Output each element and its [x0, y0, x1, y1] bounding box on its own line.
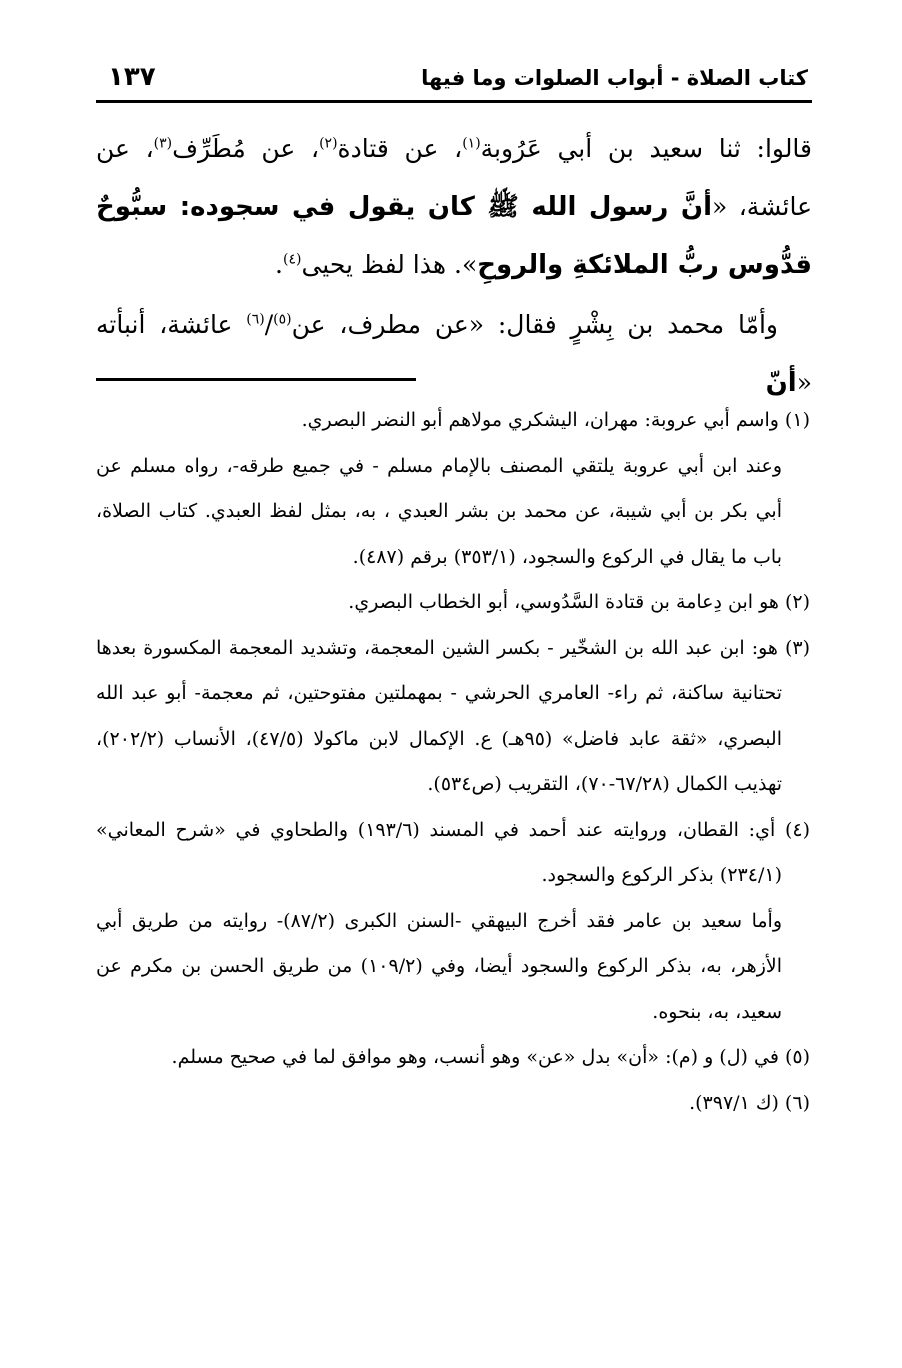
footnote-1: (١) واسم أبي عروبة: مهران، اليشكري مولاهم أبو النضر البصري. — [301, 409, 810, 431]
text-segment: وأمّا محمد بن بِشْرٍ فقال: «عن مطرف، عن — [291, 310, 778, 339]
text-segment: عائشة، أنبأته « — [96, 310, 812, 397]
manuscript-folio-mark: / — [264, 310, 274, 339]
footnote-ref-4: (٤) — [282, 251, 302, 268]
page-header — [96, 58, 812, 103]
footnote-6: (٦) (ك ٣٩٧/١). — [689, 1091, 810, 1114]
footnote-5: (٥) في (ل) و (م): «أن» بدل «عن» وهو أنسب، وهو موافق لما في صحيح مسلم. — [171, 1046, 810, 1068]
text-segment: . — [275, 250, 283, 279]
footnote-ref-3: (٣) — [153, 135, 173, 152]
text-segment: ، عن قتادة — [337, 134, 463, 163]
footnotes — [96, 398, 810, 1126]
footnote-3: (٣) هو: ابن عبد الله بن الشخّير - بكسر الشين المعجمة، وتشديد المعجمة المكسورة بعدها تحتانية ساكنة، ثم راء- العامري الحرشي - بمهملتين مفتوحتين، ثم معجمة- أبو عبد الله البصري، «ثقة عابد فاضل» (٩٥هـ) ع. الإكمال لابن ماكولا (٤٧/٥)، الأنساب (٢٠٢/٢)، تهذيب الكمال (٦٧/٢٨-٧٠)، التقريب (ص٥٣٤). — [96, 636, 810, 795]
text-segment: ، عن مُطَرِّف — [172, 134, 320, 163]
hadith-text: أنَّ رسول الله ﷺ كان يقول في سجوده: سبُّوحٌ قدُّوس ربُّ الملائكةِ والروحِ — [96, 192, 812, 280]
footnote-ref-1: (١) — [462, 135, 481, 152]
running-title: كتاب الصلاة - أبواب الصلوات وما فيها — [421, 66, 808, 90]
text-segment: ، عن عائشة، « — [96, 134, 812, 221]
footnote-2: (٢) هو ابن دِعامة بن قتادة السَّدُوسي، أبو الخطاب البصري. — [348, 591, 810, 613]
footnote-ref-5: (٥) — [273, 311, 292, 328]
text-segment: ». هذا لفظ يحيى — [301, 250, 478, 279]
hadith-text: أنّ — [765, 368, 797, 398]
footnote-ref-2: (٢) — [319, 135, 338, 152]
main-text — [96, 120, 812, 412]
footnote-divider — [96, 378, 416, 381]
footnote-1-continuation: وعند ابن أبي عروبة يلتقي المصنف بالإمام مسلم - في جميع طرقه-، رواه مسلم عن أبي بكر بن أبي شيبة، عن محمد بن بشر العبدي ، به، بمثل لفظ العبدي. كتاب الصلاة، باب ما يقال في الركوع والسجود، (٣٥٣/١) برقم (٤٨٧). — [96, 454, 782, 568]
page-number: ١٣٧ — [108, 62, 156, 92]
footnote-4-continuation: وأما سعيد بن عامر فقد أخرج البيهقي -السنن الكبرى (٨٧/٢)- روايته من طريق أبي الأزهر، به، بذكر الركوع والسجود أيضا، وفي (١٠٩/٢) من طريق الحسن بن مكرم عن سعيد، به، بنحوه. — [96, 909, 782, 1023]
footnote-4: (٤) أي: القطان، وروايته عند أحمد في المسند (١٩٣/٦) والطحاوي في «شرح المعاني» (٢٣٤/١) بذكر الركوع والسجود. — [96, 818, 810, 886]
footnote-ref-6: (٦) — [246, 311, 265, 328]
text-segment: قالوا: ثنا سعيد بن أبي عَرُوبة — [480, 134, 813, 163]
paragraph-2 — [96, 296, 812, 412]
paragraph-1 — [96, 120, 812, 294]
